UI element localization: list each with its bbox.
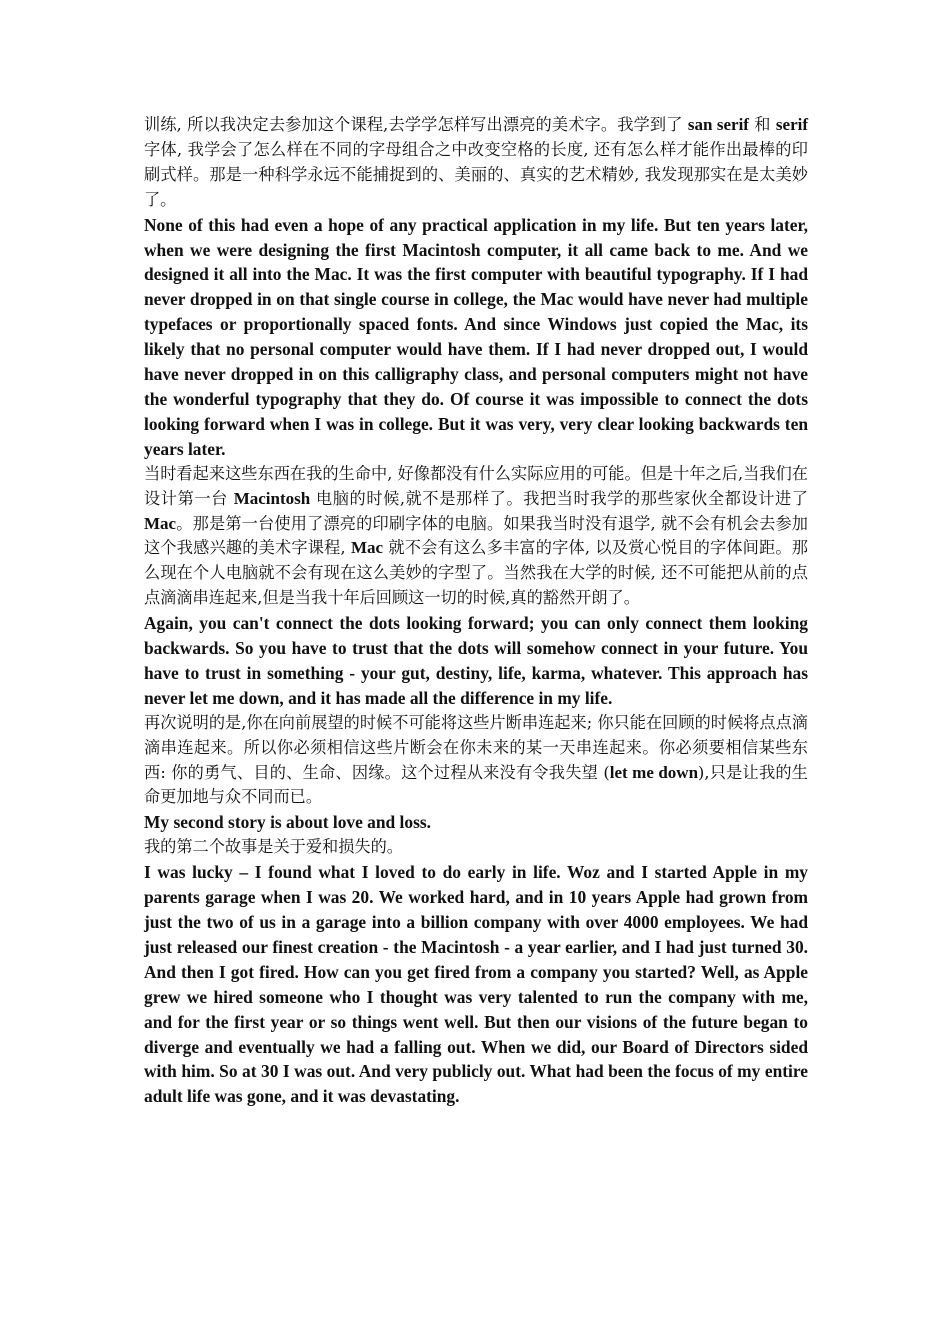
text-segment: 当时看起来这些东西在我的生命中, 好像都没有什么实际应用的可能。但是十年之后,当我们在设计第一台 xyxy=(144,463,808,508)
text-segment: 训练, 所以我决定去参加这个课程,去学学怎样写出漂亮的美术字。我学到了 xyxy=(144,115,688,134)
paragraph-zh-4 xyxy=(144,835,808,860)
text-segment-bold: Macintosh xyxy=(233,488,311,508)
paragraph-en-3: My second story is about love and loss. xyxy=(144,812,431,833)
paragraph-zh-3 xyxy=(144,711,808,811)
paragraph-en-4: I was lucky – I found what I loved to do early in life. Woz and I started Apple in my parents garage when I was 20. We worked hard, and in 10 years Apple had grown from just the two of us in a garage into a billion company with over 4000 employees. We had just released our finest creation - the Macintosh - a year earlier, and I had just turned 30. And then I got fired. How can you get fired from a company you started? Well, as Apple grew we hired someone who I thought was very talented to run the company with me, and for the first year or so things went well. But then our visions of the future began to diverge and eventually we had a falling out. When we did, our Board of Directors sided with him. So at 30 I was out. And very publicly out. What had been the focus of my entire adult life was gone, and it was devastating. xyxy=(144,862,808,1107)
text-segment: 。那是第一台使用了漂亮的印刷字体的电脑。如果我当时没有退学, 就不会有机会去参加这个我感兴趣的美术字课程, xyxy=(144,513,808,558)
text-segment: 电脑的时候,就不是那样了。我把当时我学的那些家伙全都设计进了 xyxy=(310,488,808,508)
text-segment-bold: let me down xyxy=(609,762,699,782)
document-page xyxy=(144,113,808,1109)
paragraph-en-1: None of this had even a hope of any practical application in my life. But ten years later, when we were designing the first Macintosh computer, it all came back to me. And we designed it all into the Mac. It was the first computer with beautiful typography. If I had never dropped in on that single course in college, the Mac would have never had multiple typefaces or proportionally spaced fonts. And since Windows just copied the Mac, its likely that no personal computer would have them. If I had never dropped out, I would have never dropped in on this calligraphy class, and personal computers might not have the wonderful typography that they do. Of course it was impossible to connect the dots looking forward when I was in college. But it was very, very clear looking backwards ten years later. xyxy=(144,214,808,459)
paragraph-en-2: Again, you can't connect the dots looking forward; you can only connect them looking backwards. So you have to trust that the dots will somehow connect in your future. You have to trust in something - your gut, destiny, life, karma, whatever. This approach has never let me down, and it has made all the difference in my life. xyxy=(144,613,808,708)
text-segment: 和 xyxy=(748,115,776,134)
text-segment: 就不会有这么多丰富的字体, 以及赏心悦目的字体间距。那么现在个人电脑就不会有现在这么美妙的字型了。当然我在大学的时候, 还不可能把从前的点点滴滴串连起来,但是当我十年后回顾这一切的时候,真的豁然开朗了。 xyxy=(144,538,808,608)
text-segment-bold: Mac xyxy=(144,513,177,533)
text-segment: 我的第二个故事是关于爱和损失的。 xyxy=(144,837,403,857)
paragraph-zh-1 xyxy=(144,113,808,213)
text-segment-bold: san serif xyxy=(687,115,749,134)
text-segment: ),只是让我的生命更加地与众不同而已。 xyxy=(144,762,808,807)
text-segment: 字体, 我学会了怎么样在不同的字母组合之中改变空格的长度, 还有怎么样才能作出最棒的印刷式样。那是一种科学永远不能捕捉到的、美丽的、真实的艺术精妙, 我发现那实在是太美妙了。 xyxy=(144,139,808,209)
paragraph-zh-2 xyxy=(144,462,808,611)
text-segment-bold: serif xyxy=(775,115,808,134)
text-segment: 再次说明的是,你在向前展望的时候不可能将这些片断串连起来; 你只能在回顾的时候将点点滴滴串连起来。所以你必须相信这些片断会在你未来的某一天串连起来。你必须要相信某些东西: 你的勇气、目的、生命、因缘。这个过程从来没有令我失望 ( xyxy=(144,712,808,782)
text-segment-bold: Mac xyxy=(350,538,384,558)
